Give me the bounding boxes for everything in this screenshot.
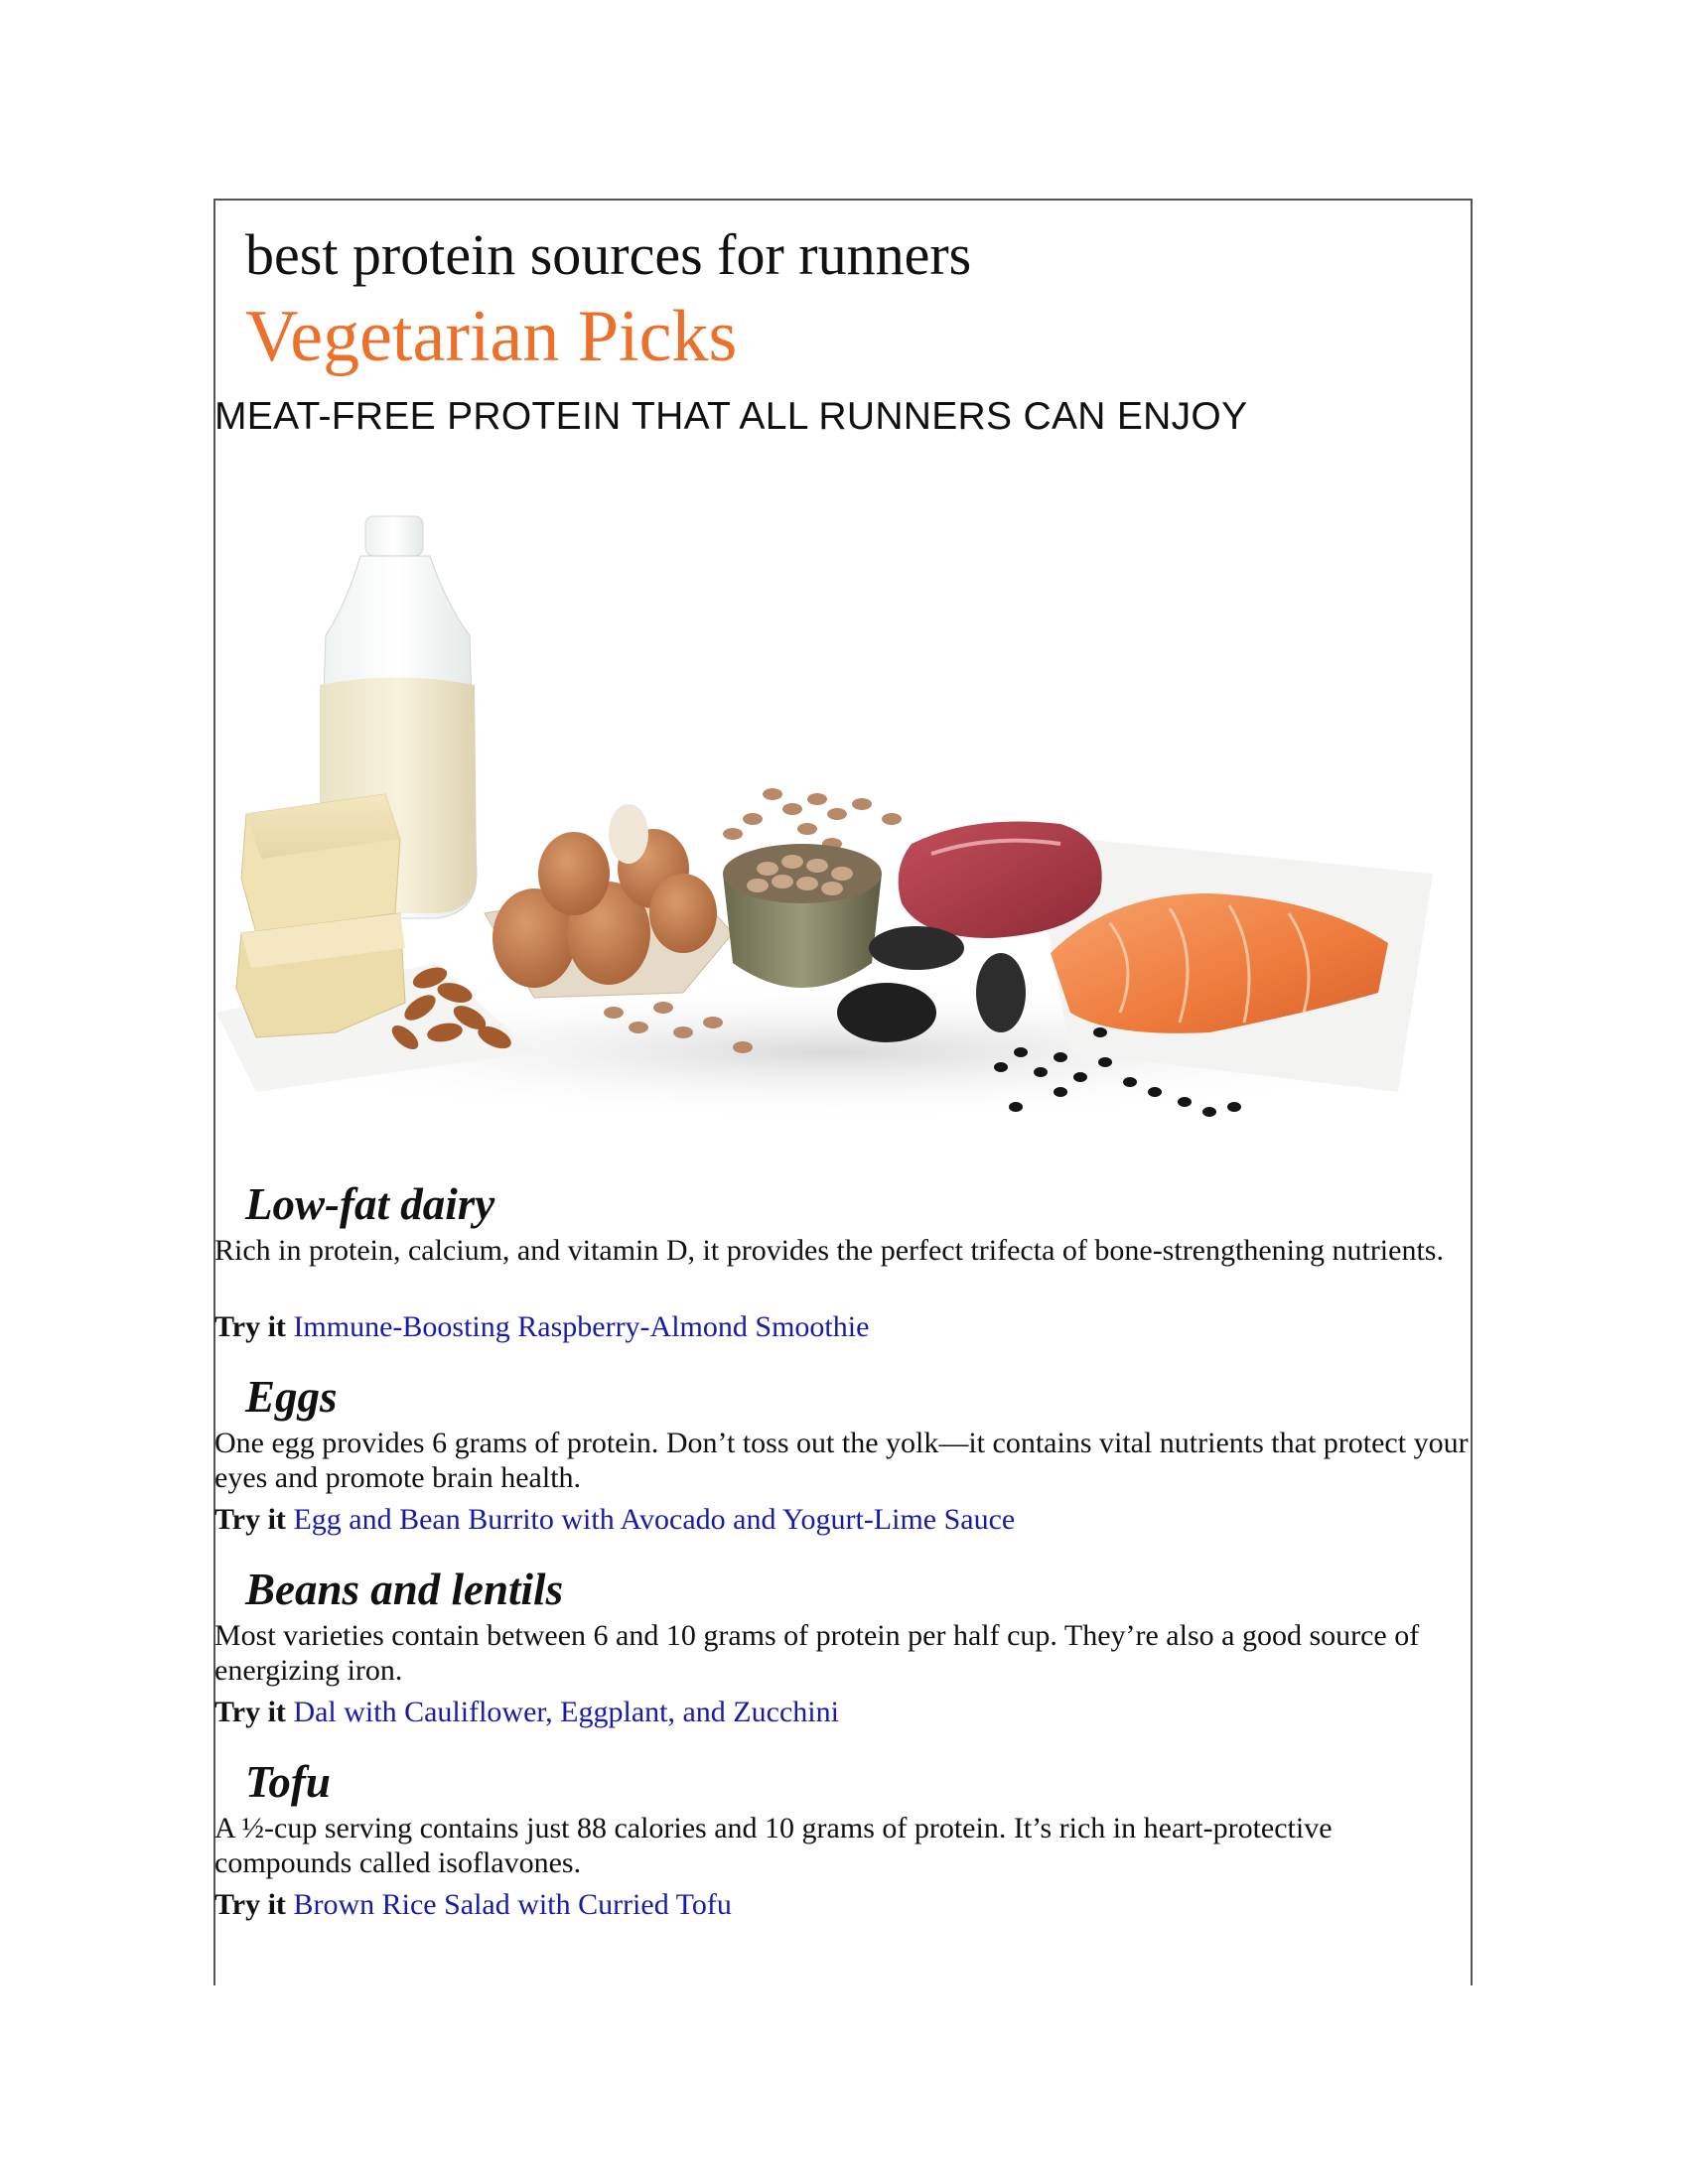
- recipe-link[interactable]: Dal with Cauliflower, Eggplant, and Zucchini: [293, 1696, 839, 1728]
- try-it-label: Try it: [214, 1888, 286, 1921]
- subtitle: MEAT-FREE PROTEIN THAT ALL RUNNERS CAN ENJOY: [214, 395, 1248, 438]
- try-it-line: [214, 1886, 732, 1924]
- section-heading: Eggs: [245, 1372, 338, 1422]
- section-body: Most varieties contain between 6 and 10 grams of protein per half cup. They’re also a good source of energizing iron.: [214, 1619, 1420, 1687]
- section-heading: Tofu: [245, 1757, 331, 1807]
- kicker: best protein sources for runners: [245, 222, 972, 287]
- section-body: One egg provides 6 grams of protein. Don’t toss out the yolk—it contains vital nutrients that protect your eyes and promote brain health.: [214, 1427, 1469, 1494]
- section-heading: Beans and lentils: [245, 1565, 564, 1614]
- page-title: Vegetarian Picks: [245, 296, 738, 377]
- section-body: A ½-cup serving contains just 88 calories and 10 grams of protein. It’s rich in heart-protective compounds called isoflavones.: [214, 1812, 1333, 1879]
- section-heading: Low-fat dairy: [245, 1179, 495, 1229]
- recipe-link[interactable]: Immune-Boosting Raspberry-Almond Smoothie: [293, 1310, 870, 1343]
- try-it-line: [214, 1308, 869, 1346]
- try-it-label: Try it: [214, 1696, 286, 1728]
- try-it-line: [214, 1501, 1015, 1539]
- recipe-link[interactable]: Brown Rice Salad with Curried Tofu: [293, 1888, 732, 1921]
- try-it-label: Try it: [214, 1310, 286, 1343]
- recipe-link[interactable]: Egg and Bean Burrito with Avocado and Yogurt-Lime Sauce: [293, 1503, 1016, 1536]
- try-it-line: [214, 1694, 839, 1731]
- protein-foods-photo: [216, 496, 1472, 1142]
- try-it-label: Try it: [214, 1503, 286, 1536]
- section-body: Rich in protein, calcium, and vitamin D, it provides the perfect trifecta of bone-strengthening nutrients.: [214, 1234, 1444, 1267]
